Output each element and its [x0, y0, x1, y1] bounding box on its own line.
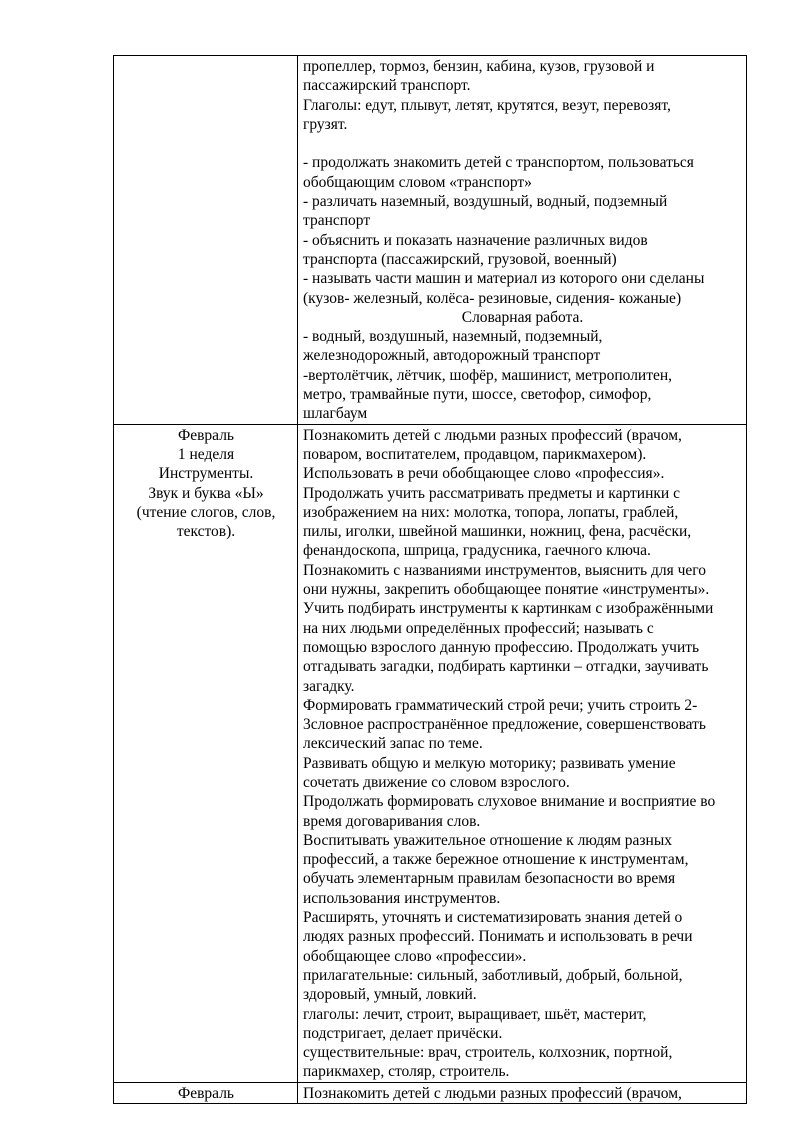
text-line: грузят. [303, 115, 348, 133]
text-line: поваром, воспитателем, продавцом, парикмахером). [303, 445, 647, 463]
text-line: Февраль [177, 426, 234, 444]
content-cell [298, 424, 747, 1082]
period-cell [114, 56, 298, 425]
text-line: Учить подбирать инструменты к картинкам с изображёнными [303, 600, 714, 618]
table-row [114, 1082, 747, 1103]
text-line: пропеллер, тормоз, бензин, кабина, кузов, грузовой и [303, 58, 655, 75]
text-line: 3словное распространённое предложение, совершенствовать [303, 716, 706, 734]
table-row [114, 424, 747, 1082]
text-line: пассажирский транспорт. [303, 77, 471, 95]
text-line: 1 неделя [177, 445, 235, 463]
text-line: Познакомить детей с людьми разных профессий (врачом, [303, 426, 682, 444]
text-line: использования инструментов. [303, 889, 501, 907]
text-line: изображением на них: молотка, топора, лопаты, граблей, [303, 503, 679, 521]
text-line: - объяснить и показать назначение различных видов [303, 231, 648, 249]
content-lines [303, 57, 742, 424]
text-line: обобщающее слово «профессии». [303, 947, 527, 965]
text-line: помощью взрослого данную профессию. Продолжать учить [303, 638, 700, 656]
text-line: текстов). [176, 523, 236, 541]
text-line: - водный, воздушный, наземный, подземный, [303, 328, 603, 346]
text-line: Звук и буква «Ы» [148, 484, 264, 502]
period-cell [114, 424, 298, 1082]
text-line: - продолжать знакомить детей с транспортом, пользоваться [303, 154, 694, 172]
text-line: Воспитывать уважительное отношение к людям разных [303, 831, 673, 849]
text-line: транспорта (пассажирский, грузовой, военный) [303, 250, 617, 268]
text-line: подстригает, делает причёски. [303, 1024, 503, 1042]
text-line: существительные: врач, строитель, колхозник, портной, [303, 1044, 673, 1062]
table-row [114, 56, 747, 425]
text-line: Февраль [177, 1084, 234, 1102]
text-line: Формировать грамматический строй речи; учить строить 2- [303, 696, 698, 714]
text-line: здоровый, умный, ловкий. [303, 986, 477, 1004]
text-line: - различать наземный, воздушный, водный, подземный [303, 193, 668, 211]
text-line: обучать элементарным правилам безопасности во время [303, 870, 676, 888]
text-line: сочетать движение со словом взрослого. [303, 773, 570, 791]
text-line: транспорт [303, 212, 371, 230]
text-line: на них людьми определённых профессий; называть с [303, 619, 654, 637]
text-line: Познакомить с названиями инструментов, выяснить для чего [303, 561, 706, 579]
text-line: Словарная работа. [461, 308, 584, 326]
content-cell [298, 1082, 747, 1103]
text-line: глаголы: лечит, строит, выращивает, шьёт, мастерит, [303, 1005, 647, 1023]
text-line: лексический запас по теме. [303, 735, 483, 753]
curriculum-table-body [114, 56, 747, 1104]
text-line: людях разных профессий. Понимать и использовать в речи [303, 928, 693, 946]
text-line: отгадывать загадки, подбирать картинки – отгадки, заучивать [303, 658, 709, 676]
text-line: Расширять, уточнять и систематизировать знания детей о [303, 909, 683, 927]
text-line: Глаголы: едут, плывут, летят, крутятся, везут, перевозят, [303, 96, 671, 114]
content-lines [303, 1084, 742, 1103]
content-cell [298, 56, 747, 425]
text-line: метро, трамвайные пути, шоссе, светофор, симофор, [303, 386, 652, 404]
curriculum-table [113, 55, 747, 1104]
text-line: прилагательные: сильный, заботливый, добрый, больной, [303, 966, 683, 984]
period-lines [119, 426, 293, 542]
content-lines [303, 426, 742, 1082]
text-line: парикмахер, столяр, строитель. [303, 1063, 510, 1081]
text-line: профессий, а также бережное отношение к инструментам, [303, 851, 689, 869]
text-line: - называть части машин и материал из которого они сделаны [303, 270, 705, 288]
text-line: Инструменты. [158, 465, 254, 483]
text-line: они нужны, закрепить обобщающее понятие «инструменты». [303, 581, 710, 599]
text-line: Развивать общую и мелкую моторику; развивать умение [303, 754, 676, 772]
text-line: (чтение слогов, слов, [136, 503, 276, 521]
text-line: (кузов- железный, колёса- резиновые, сидения- кожаные) [303, 289, 682, 307]
text-line: обобщающим словом «транспорт» [303, 173, 532, 191]
text-line: время договаривания слов. [303, 812, 481, 830]
period-cell [114, 1082, 298, 1103]
text-line: загадку. [303, 677, 355, 695]
text-line: Использовать в речи обобщающее слово «профессия». [303, 465, 665, 483]
text-line: шлагбаум [303, 405, 368, 423]
text-line: -вертолётчик, лётчик, шофёр, машинист, метрополитен, [303, 366, 673, 384]
text-line: Продолжать учить рассматривать предметы и картинки с [303, 484, 680, 502]
text-line: Познакомить детей с людьми разных профессий (врачом, [303, 1084, 682, 1102]
text-line: Продолжать формировать слуховое внимание и восприятие во [303, 793, 716, 811]
text-line: железнодорожный, автодорожный транспорт [303, 347, 601, 365]
blank-line [303, 134, 742, 153]
text-line: фенандоскопа, шприца, градусника, гаечного ключа. [303, 542, 651, 560]
text-line: пилы, иголки, швейной машинки, ножниц, фена, расчёски, [303, 523, 692, 541]
period-lines [119, 1084, 293, 1103]
